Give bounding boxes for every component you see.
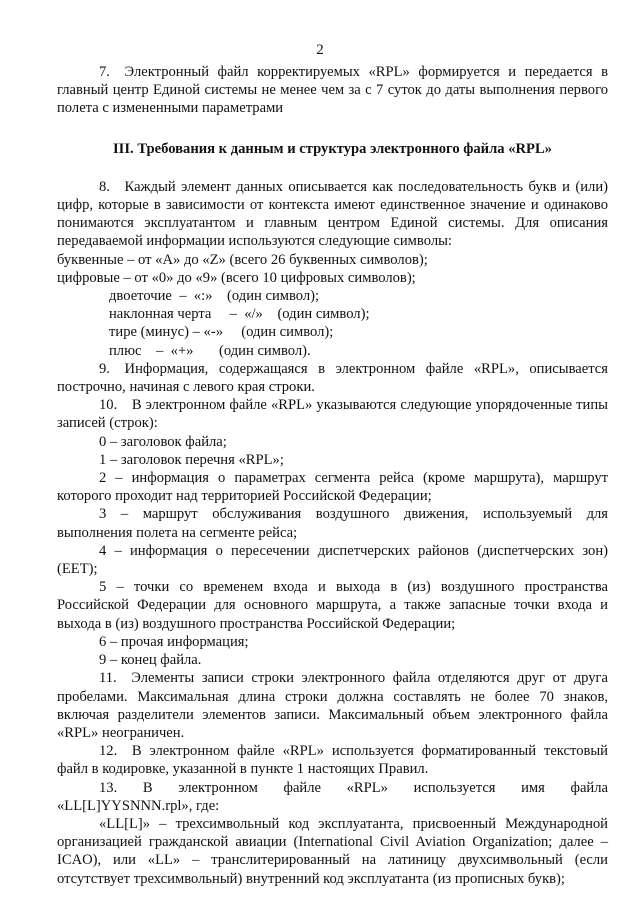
paragraph-13: 13. В электронном файле «RPL» используется имя файла [99,779,608,796]
paragraph-8: 8. Каждый элемент данных описывается как последовательность букв и (или) цифр, которые в зависимости от контекста имеют единственное значение и одинаково понимаются эксплуатантом и главным центром Единой системы. Для описания передаваемой информации используются следующие символы: [57,178,608,250]
digits-line: цифровые – от «0» до «9» (всего 10 цифровых символов); [57,269,416,286]
letters-line: буквенные – от «A» до «Z» (всего 26 буквенных символов); [57,251,428,268]
paragraph-10: 10. В электронном файле «RPL» указываются следующие упорядоченные типы записей (строк): [57,397,608,432]
document-body [57,63,608,888]
symbol-dash: тире (минус) – «-» (один символ); [109,324,334,341]
record-type-0: 0 – заголовок файла; [99,433,227,450]
record-type-1: 1 – заголовок перечня «RPL»; [99,451,284,468]
paragraph-7: 7. Электронный файл корректируемых «RPL» формируется и передается в главный центр Единой системы не менее чем за с 7 суток до даты выполнения первого полета с измененными параметрами [57,64,608,117]
paragraph-11: 11. Элементы записи строки электронного файла отделяются друг от друга пробелами. Максимальная длина строки должна составлять не более 70 знаков, включая разделители элементов записи. Максимальный объем электронного файла «RPL» неограничен. [57,670,608,741]
symbol-plus: плюс – «+» (один символ). [109,342,311,359]
page-number: 2 [316,42,324,58]
section-heading: III. Требования к данным и структура электронного файла «RPL» [113,140,552,157]
paragraph-12: 12. В электронном файле «RPL» используется форматированный текстовый файл в кодировке, указанной в пункте 1 настоящих Правил. [57,743,608,778]
record-type-9: 9 – конец файла. [99,652,202,669]
record-type-2: 2 – информация о параметрах сегмента рейса (кроме маршрута), маршрут которого проходит над территорией Российской Федерации; [57,470,608,505]
record-type-6: 6 – прочая информация; [99,633,249,650]
record-type-5: 5 – точки со временем входа и выхода в (из) воздушного пространства Российской Федерации для основного маршрута, а также запасные точки входа и выхода в (из) воздушного пространства Российской Федерации; [57,579,608,632]
operator-code-definition: «LL[L]» – трехсимвольный код эксплуатанта, присвоенный Международной организацией гражданской авиации (International Civil Aviation Organization; далее – ICAO), или «LL» – транслитерированный на латиницу двухсимвольный (если отсутствует трехсимвольный) внутренний код эксплуатанта (из прописных букв); [57,815,608,887]
symbol-colon: двоеточие – «:» (один символ); [109,288,320,305]
file-name-pattern: «LL[L]YYSNNN.rpl», где: [57,797,220,814]
paragraph-9: 9. Информация, содержащаяся в электронном файле «RPL», описывается построчно, начиная с левого края строки. [57,360,608,396]
record-type-3: 3 – маршрут обслуживания воздушного движения, используемый для выполнения полета на сегменте рейса; [57,506,608,541]
record-type-4: 4 – информация о пересечении диспетчерских районов (диспетчерских зон) (EET); [57,542,608,578]
symbol-slash: наклонная черта – «/» (один символ); [109,306,370,323]
